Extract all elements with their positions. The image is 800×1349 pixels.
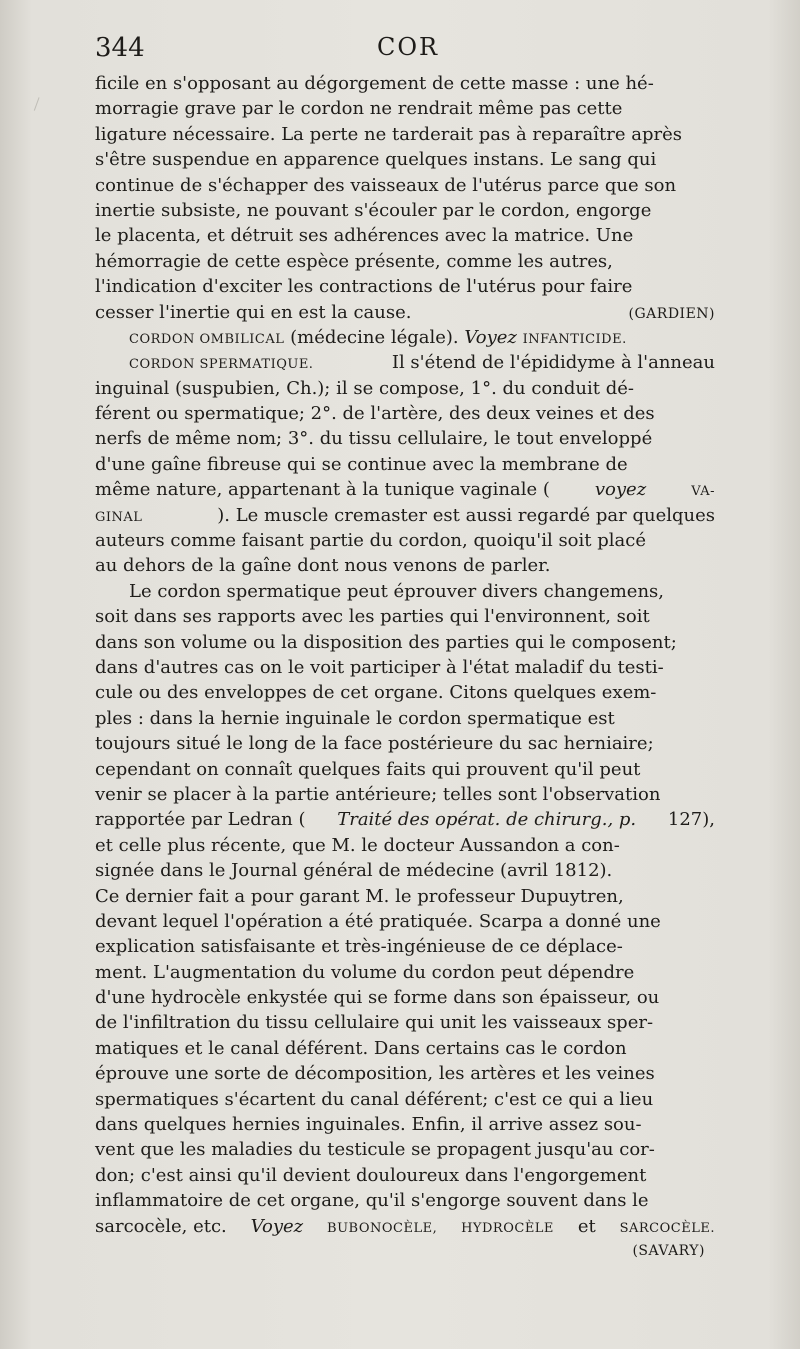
text-segment: ). Le muscle cremaster est aussi regardé par quelques [217,504,715,526]
text-segment: cesser l'inertie qui en est la cause. [95,301,412,323]
text-line [95,1214,715,1239]
text-line: ples : dans la hernie inguinale le cordon spermatique est [95,707,615,729]
entry-cordon-ombilical [95,325,715,350]
text-line: inguinal (suspubien, Ch.); il se compose, 1°. du conduit dé- [95,377,634,399]
text-line: de l'infiltration du tissu cellulaire qui unit les vaisseaux sper- [95,1012,654,1034]
text-segment: et [577,1215,596,1237]
text-line: spermatiques s'écartent du canal déférent; c'est ce qui a lieu [95,1088,654,1110]
text-line: au dehors de la gaîne dont nous venons de parler. [95,555,551,577]
text-line: éprouve une sorte de décomposition, les artères et les veines [95,1063,655,1085]
text-line: inertie subsiste, ne pouvant s'écouler par le cordon, engorge [95,199,652,221]
text-line: dans d'autres cas on le voit participer à l'état maladif du testi- [95,656,664,678]
text-line: continue de s'échapper des vaisseaux de l'utérus parce que son [95,174,677,196]
text-line: dans quelques hernies inguinales. Enfin, il arrive assez sou- [95,1114,642,1136]
text-line: Ce dernier fait a pour garant M. le professeur Dupuytren, [95,885,624,907]
cross-reference: HYDROCÈLE [461,1220,554,1236]
text-line: s'être suspendue en apparence quelques instans. Le sang qui [95,149,657,171]
page-header [95,33,715,67]
text-segment: sarcocèle, etc. [95,1215,227,1237]
cross-reference: BUBONOCÈLE, [327,1220,438,1236]
cross-reference: VA- [691,484,715,500]
text-line [95,1239,715,1264]
see-reference: Voyez [250,1215,304,1237]
author-signature: (GARDIEN) [628,305,715,322]
text-line: auteurs comme faisant partie du cordon, quoiqu'il soit placé [95,530,646,552]
cited-work-title: Traité des opérat. de chirurg., p. [337,809,637,831]
text-line [95,477,715,502]
text-segment: rapportée par Ledran ( [95,809,306,831]
text-line: explication satisfaisante et très-ingénieuse de ce déplace- [95,936,623,958]
text-line: soit dans ses rapports avec les parties qui l'environnent, soit [95,606,650,628]
text-line: nerfs de même nom; 3°. du tissu cellulaire, le tout enveloppé [95,428,653,450]
text-segment: 127), [667,809,715,831]
text-segment: Il s'étend de l'épididyme à l'anneau [391,352,715,374]
text-line: matiques et le canal déférent. Dans certains cas le cordon [95,1037,627,1059]
text-line: le placenta, et détruit ses adhérences avec la matrice. Une [95,225,634,247]
page-number: 344 [95,33,145,63]
text-line: férent ou spermatique; 2°. de l'artère, des deux veines et des [95,403,655,425]
text-line: morragie grave par le cordon ne rendrait même pas cette [95,98,623,120]
running-head: COR [377,33,440,61]
text-line: dans son volume ou la disposition des parties qui le composent; [95,631,677,653]
text-line: cule ou des enveloppes de cet organe. Citons quelques exem- [95,682,657,704]
text-line: devant lequel l'opération a été pratiquée. Scarpa a donné une [95,910,661,932]
text-line: inflammatoire de cet organe, qu'il s'engorge souvent dans le [95,1190,649,1212]
text-line: signée dans le Journal général de médecine (avril 1812). [95,860,613,882]
entry-heading: CORDON SPERMATIQUE. [129,357,314,373]
text-segment: (médecine légale). [290,326,459,348]
text-line: hémorragie de cette espèce présente, comme les autres, [95,250,613,272]
margin-mark [34,97,45,113]
text-line: ligature nécessaire. La perte ne tarderait pas à reparaître après [95,123,682,145]
article-text [95,71,715,1264]
entry-cordon-spermatique [95,350,715,375]
text-line: toujours situé le long de la face postérieure du sac herniaire; [95,733,654,755]
text-line: vent que les maladies du testicule se propagent jusqu'au cor- [95,1139,655,1161]
text-line: ficile en s'opposant au dégorgement de cette masse : une hé- [95,73,654,94]
text-line: cependant on connaît quelques faits qui prouvent qu'il peut [95,758,641,780]
text-segment: même nature, appartenant à la tunique vaginale ( [95,479,550,501]
text-line: l'indication d'exciter les contractions de l'utérus pour faire [95,276,633,298]
text-line: Le cordon spermatique peut éprouver divers changemens, [129,580,665,602]
text-line: ment. L'augmentation du volume du cordon peut dépendre [95,961,635,983]
entry-heading: CORDON OMBILICAL [129,331,285,347]
author-signature: (SAVARY) [632,1242,705,1259]
see-reference: Voyez [464,326,517,348]
text-line: et celle plus récente, que M. le docteur Aussandon a con- [95,834,620,856]
text-line: d'une hydrocèle enkystée qui se forme dans son épaisseur, ou [95,987,660,1009]
text-line: venir se placer à la partie antérieure; telles sont l'observation [95,783,661,805]
text-line: don; c'est ainsi qu'il devient douloureux dans l'engorgement [95,1164,647,1186]
text-line [95,300,715,325]
text-line [95,807,715,832]
text-line [95,503,715,528]
cross-reference: GINAL [95,509,143,525]
cross-reference: INFANTICIDE. [522,331,627,347]
cross-reference: SARCOCÈLE. [619,1220,715,1236]
see-reference: voyez [594,479,647,501]
text-line: d'une gaîne fibreuse qui se continue avec la membrane de [95,453,628,475]
